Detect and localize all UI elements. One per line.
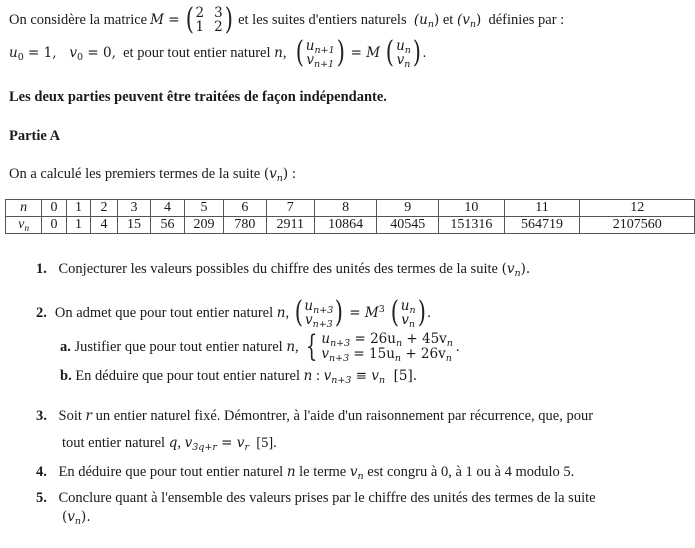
- table-row-v: [6, 217, 695, 234]
- comma: ,: [282, 45, 291, 61]
- vector-top: [396, 38, 411, 56]
- coef: + 45v: [402, 331, 447, 347]
- equation-system: [321, 332, 453, 362]
- v-symbol: v: [506, 261, 515, 277]
- period: .: [427, 305, 431, 321]
- vector-n: [389, 295, 427, 330]
- v-symbol: v: [349, 464, 358, 480]
- vector-bottom: [396, 52, 411, 70]
- question-text: est congru à 0, à 1 ou à 4 modulo 5.: [363, 464, 575, 480]
- table-cell-v: 56: [151, 217, 184, 234]
- sequence-u: [414, 11, 439, 29]
- equals-sign: =: [216, 435, 237, 451]
- row-header-n: n: [6, 200, 42, 217]
- left-paren: (: [386, 35, 395, 70]
- intro-line-1: [9, 4, 564, 36]
- period: .: [455, 339, 460, 355]
- question-3: [36, 407, 593, 425]
- table-cell-v: 780: [224, 217, 266, 234]
- coef: = 15u: [349, 346, 395, 362]
- vector-entries: [400, 298, 416, 330]
- subscript: n: [409, 305, 416, 316]
- question-2: [36, 297, 431, 329]
- intro-text: On considère la matrice: [9, 12, 148, 28]
- question-text: Soit: [58, 408, 86, 424]
- question-text: On admet que pour tout entier naturel: [54, 305, 277, 321]
- question-number: 2.: [36, 305, 47, 321]
- sub-question-text: Justifier que pour tout entier naturel: [70, 339, 287, 355]
- row-header-v: [6, 217, 42, 234]
- subscript: n+1: [314, 45, 335, 56]
- left-paren: (: [185, 2, 194, 37]
- u-symbol: u: [321, 331, 331, 347]
- subscript: 0: [17, 52, 24, 63]
- vector-entries: [305, 38, 335, 70]
- u-symbol: u: [9, 45, 18, 61]
- subscript: n+3: [313, 305, 334, 316]
- u-symbol: u: [396, 38, 405, 54]
- table-cell-v: 0: [42, 217, 67, 234]
- matrix-entries: [196, 6, 223, 34]
- comma: ,: [177, 435, 185, 451]
- table-cell-v: 2107560: [580, 217, 695, 234]
- question-text: Conclure quant à l'ensemble des valeurs prises par le chiffre des unités des termes de la suite: [58, 490, 596, 506]
- question-number: 5.: [36, 490, 47, 506]
- subscript: n+1: [313, 59, 335, 70]
- comma: ,: [285, 305, 293, 321]
- table-cell-n: 9: [377, 200, 439, 217]
- vector-top: [304, 298, 334, 316]
- v-r: [237, 435, 249, 451]
- question-5: [36, 489, 596, 507]
- n-symbol: n: [276, 305, 286, 321]
- table-intro-text: On a calculé les premiers termes de la suite: [9, 166, 264, 182]
- left-paren: (: [390, 295, 399, 330]
- v-symbol: v: [236, 435, 245, 451]
- u0: [9, 44, 24, 62]
- right-paren: ): [412, 35, 421, 70]
- congruence-sign: ≡: [351, 368, 372, 384]
- v0: [69, 44, 83, 62]
- table-cell-v: 209: [184, 217, 224, 234]
- close-paren: ): [475, 12, 482, 28]
- table-intro: [9, 165, 296, 183]
- vector-entries: [304, 298, 334, 330]
- subscript: n: [446, 338, 453, 349]
- subscript: n: [24, 224, 30, 234]
- intro-text: et pour tout entier naturel: [115, 45, 275, 61]
- system-line-1: [321, 332, 453, 347]
- intro-line-2: [9, 36, 426, 70]
- table-cell-n: 8: [315, 200, 377, 217]
- table-cell-v: 4: [91, 217, 117, 234]
- u0-value: = 1,: [23, 45, 70, 61]
- subscript: n+3: [331, 375, 352, 386]
- v-symbol: v: [321, 346, 329, 362]
- subscript: n+3: [330, 338, 351, 349]
- modulus: [5].: [248, 435, 277, 451]
- subscript: n: [276, 173, 283, 184]
- question-text: Conjecturer les valeurs possibles du chiffre des unités des termes de la suite: [58, 261, 502, 277]
- v-symbol: v: [18, 217, 25, 232]
- equals-sign: =: [163, 12, 184, 28]
- power: 3: [378, 304, 385, 315]
- rhs-M-text: = M: [344, 305, 379, 321]
- subscript: n: [408, 319, 416, 330]
- v-symbol: v: [304, 312, 313, 328]
- subscript: n: [357, 471, 364, 482]
- subscript: 3q+r: [192, 442, 217, 453]
- subscript: 0: [77, 52, 84, 63]
- n-symbol: n: [286, 464, 296, 480]
- matrix-M: [184, 2, 235, 37]
- subscript: n: [394, 353, 402, 364]
- table-cell-n: 4: [151, 200, 184, 217]
- v-symbol: v: [67, 509, 75, 525]
- left-brace: {: [306, 329, 318, 364]
- sequence-v: $(v_n)$.: [501, 261, 531, 279]
- table-cell-n: 10: [439, 200, 504, 217]
- left-paren: (: [294, 295, 303, 330]
- question-4: [36, 463, 574, 481]
- n-symbol: n: [274, 45, 283, 61]
- v-symbol: v: [306, 52, 314, 68]
- subscript: n: [469, 19, 476, 30]
- matrix-name: M: [150, 12, 164, 28]
- colon: :: [312, 368, 324, 384]
- q-symbol: q: [168, 435, 178, 451]
- v-n: [350, 464, 364, 480]
- table-cell-n: 11: [504, 200, 580, 217]
- close-paren: ): [433, 12, 440, 28]
- subscript: n+3: [329, 353, 350, 364]
- right-paren: ): [224, 2, 233, 37]
- matrix-entry: 2: [214, 19, 223, 35]
- vector-n-plus-3: [293, 295, 345, 330]
- subscript: n: [404, 59, 411, 70]
- subscript: n+3: [312, 319, 333, 330]
- v-symbol: v: [184, 435, 193, 451]
- v-n-plus-3: [324, 368, 352, 384]
- table-row-n: [6, 200, 695, 217]
- table-cell-v: 1: [66, 217, 91, 234]
- question-5-line-2: [62, 508, 91, 526]
- u-symbol: u: [400, 298, 410, 314]
- question-1: [36, 260, 530, 278]
- question-text: En déduire que pour tout entier naturel: [58, 464, 287, 480]
- v-n: [371, 368, 385, 384]
- v-symbol: v: [69, 45, 78, 61]
- subscript: n: [404, 45, 411, 56]
- sequence-v: $(v_n)$.: [62, 509, 91, 527]
- r-symbol: r: [85, 408, 92, 424]
- sequence-v: [457, 11, 481, 29]
- question-number: 3.: [36, 408, 47, 424]
- table-cell-n: 3: [117, 200, 150, 217]
- table-cell-n: 12: [580, 200, 695, 217]
- matrix-entry: 2: [195, 5, 205, 21]
- n-symbol: n: [286, 339, 296, 355]
- sequence-v: $(v_n)$: [263, 166, 289, 184]
- question-number: 4.: [36, 464, 47, 480]
- vector-top: [305, 38, 335, 56]
- vector-top: [400, 298, 416, 316]
- table-cell-n: 2: [91, 200, 117, 217]
- vector-n-plus-1: [294, 35, 346, 70]
- question-text: un entier naturel fixé. Démontrer, à l'aide d'un raisonnement par récurrence, que, pour: [91, 408, 594, 424]
- table-cell-v: 40545: [377, 217, 439, 234]
- comma: ,: [295, 339, 303, 355]
- v-3q-plus-r: [185, 435, 217, 451]
- rhs-M: [345, 304, 389, 322]
- sub-question-label: b.: [60, 368, 72, 384]
- independence-statement: Les deux parties peuvent être traitées de façon indépendante.: [9, 89, 387, 105]
- vector-bottom: [304, 312, 333, 330]
- modulus: [5].: [385, 368, 418, 384]
- table-cell-n: 1: [66, 200, 91, 217]
- vector-n: [384, 35, 422, 70]
- sub-question-text: En déduire que pour tout entier naturel: [71, 368, 304, 384]
- right-paren: ): [336, 35, 345, 70]
- table-cell-n: 5: [184, 200, 224, 217]
- subscript: n: [514, 268, 521, 279]
- colon: :: [288, 166, 296, 182]
- sequence-v-symbol: (v: [456, 12, 470, 28]
- coef: = 26u: [350, 331, 396, 347]
- question-2a: [60, 330, 460, 364]
- table-cell-n: 0: [42, 200, 67, 217]
- period: .: [422, 45, 427, 61]
- question-text: le terme: [295, 464, 350, 480]
- v-symbol: v: [371, 368, 379, 384]
- table-cell-v: 15: [117, 217, 150, 234]
- sequence-u-symbol: (u: [413, 12, 428, 28]
- vector-bottom: [401, 312, 416, 330]
- subscript: n: [445, 353, 452, 364]
- table-cell-n: 7: [266, 200, 314, 217]
- vector-bottom: [306, 52, 335, 70]
- subscript: n: [74, 516, 82, 527]
- v-symbol: v: [269, 166, 277, 182]
- rhs-M: = M: [346, 45, 385, 61]
- question-2b: [60, 367, 417, 385]
- intro-text: et les suites d'entiers naturels: [234, 12, 414, 28]
- table-cell-v: 151316: [439, 217, 504, 234]
- subscript: r: [244, 442, 249, 453]
- values-table: [5, 199, 695, 234]
- table-cell-v: 10864: [315, 217, 377, 234]
- right-paren: ): [335, 295, 344, 330]
- question-number: 1.: [36, 261, 47, 277]
- v-symbol: v: [396, 52, 405, 68]
- subscript: n: [378, 375, 386, 386]
- matrix-entry: 1: [195, 19, 205, 35]
- part-title: Partie A: [9, 128, 61, 144]
- v-symbol: v: [323, 368, 332, 384]
- table-cell-v: 2911: [266, 217, 314, 234]
- left-paren: (: [295, 35, 305, 70]
- vector-entries: [396, 38, 411, 70]
- v0-value: = 0,: [83, 45, 116, 61]
- n-symbol: n: [303, 368, 313, 384]
- system-line-2: [321, 347, 453, 362]
- u-symbol: u: [305, 38, 315, 54]
- question-3-line-2: [62, 434, 277, 452]
- table-cell-n: 6: [224, 200, 266, 217]
- subscript: n: [395, 338, 403, 349]
- v-symbol: v: [401, 312, 409, 328]
- subscript: n: [427, 19, 434, 30]
- intro-text: et: [439, 12, 457, 28]
- coef: + 26v: [401, 346, 446, 362]
- matrix-entry: 3: [214, 5, 223, 21]
- intro-text: définies par :: [481, 12, 565, 28]
- u-symbol: u: [304, 298, 314, 314]
- table-cell-v: 564719: [504, 217, 580, 234]
- question-text: tout entier naturel: [62, 435, 169, 451]
- sub-question-label: a.: [60, 339, 71, 355]
- right-paren: ): [417, 295, 426, 330]
